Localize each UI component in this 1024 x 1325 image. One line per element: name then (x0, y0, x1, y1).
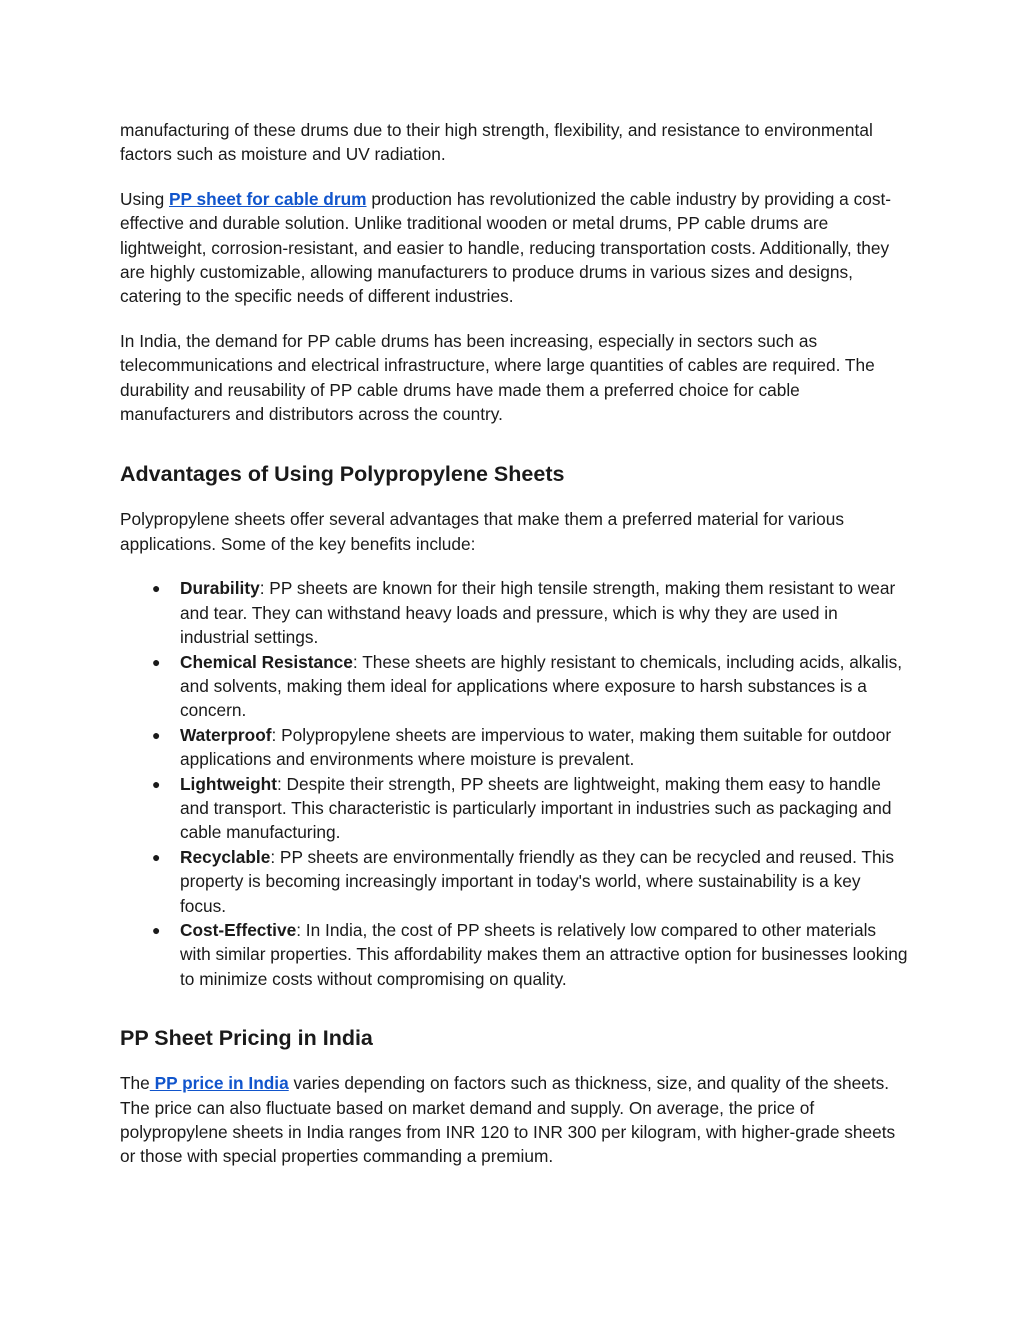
bullet-icon: ● (152, 726, 161, 743)
intro-paragraph-1: manufacturing of these drums due to their high strength, flexibility, and resistance to environmental factors such as moisture and UV radiation. (120, 120, 873, 165)
bullet-icon: ● (152, 848, 161, 865)
bullet-icon: ● (152, 775, 161, 792)
benefit-text: : Despite their strength, PP sheets are lightweight, making them easy to handle and transport. This characteristic is particularly important in industries such as packaging and cable manufacturing. (180, 773, 892, 843)
list-item (120, 576, 910, 649)
benefit-text: : These sheets are highly resistant to chemicals, including acids, alkalis, and solvents, making them ideal for applications where exposure to harsh substances is a concern. (180, 651, 903, 721)
benefit-term: Durability (180, 578, 260, 599)
list-item (120, 772, 910, 845)
bullet-icon: ● (152, 921, 161, 938)
pricing-heading: PP Sheet Pricing in India (120, 1026, 373, 1051)
pricing-paragraph-suffix: varies depending on factors such as thickness, size, and quality of the sheets. The price can also fluctuate based on market demand and supply. On average, the price of polypropylene sheets in India ranges from INR 120 to INR 300 per kilogram, with higher-grade sheets or those with special properties commanding a premium. (120, 1073, 896, 1167)
benefit-text: : PP sheets are environmentally friendly as they can be recycled and reused. This property is becoming increasingly important in today's world, where sustainability is a key focus. (180, 846, 895, 916)
pp-price-india-link[interactable]: PP price in India (149, 1073, 289, 1094)
intro-paragraph-2-suffix: production has revolutionized the cable industry by providing a cost-effective and durable solution. Unlike traditional wooden or metal drums, PP cable drums are lightweight, corrosion-resistant, and easier to handle, reducing transportation costs. Additionally, they are highly customizable, allowing manufacturers to produce drums in various sizes and designs, catering to the specific needs of different industries. (120, 188, 892, 307)
list-item (120, 918, 910, 991)
document-page (120, 118, 910, 1169)
benefit-term: Cost-Effective (180, 919, 297, 940)
benefit-text: : Polypropylene sheets are impervious to water, making them suitable for outdoor applications and environments where moisture is prevalent. (180, 724, 892, 770)
list-item (120, 723, 910, 772)
pp-sheet-cable-drum-link[interactable]: PP sheet for cable drum (168, 188, 367, 209)
bullet-icon: ● (152, 580, 161, 597)
pricing-paragraph (120, 1071, 910, 1169)
benefits-list (120, 576, 910, 991)
intro-paragraph-3: In India, the demand for PP cable drums has been increasing, especially in sectors such as telecommunications and electrical infrastructure, where large quantities of cables are required. The durability and reusability of PP cable drums have made them a preferred choice for cable manufacturers and distributors across the country. (120, 330, 875, 425)
benefit-term: Chemical Resistance (180, 651, 353, 672)
advantages-heading: Advantages of Using Polypropylene Sheets (120, 462, 565, 487)
pricing-paragraph-prefix: The (120, 1073, 150, 1094)
list-item (120, 845, 910, 918)
intro-paragraph-2 (120, 187, 910, 309)
list-item (120, 650, 910, 723)
intro-paragraph-2-prefix: Using (120, 188, 169, 209)
benefit-term: Waterproof (180, 724, 272, 745)
benefit-term: Recyclable (180, 846, 271, 867)
bullet-icon: ● (152, 653, 161, 670)
benefit-text: : In India, the cost of PP sheets is relatively low compared to other materials with similar properties. This affordability makes them an attractive option for businesses looking to minimize costs without compromising on quality. (180, 919, 908, 989)
advantages-intro: Polypropylene sheets offer several advantages that make them a preferred material for various applications. Some of the key benefits include: (120, 509, 844, 554)
benefit-text: : PP sheets are known for their high tensile strength, making them resistant to wear and tear. They can withstand heavy loads and pressure, which is why they are used in industrial settings. (180, 578, 896, 648)
benefit-term: Lightweight (180, 773, 277, 794)
